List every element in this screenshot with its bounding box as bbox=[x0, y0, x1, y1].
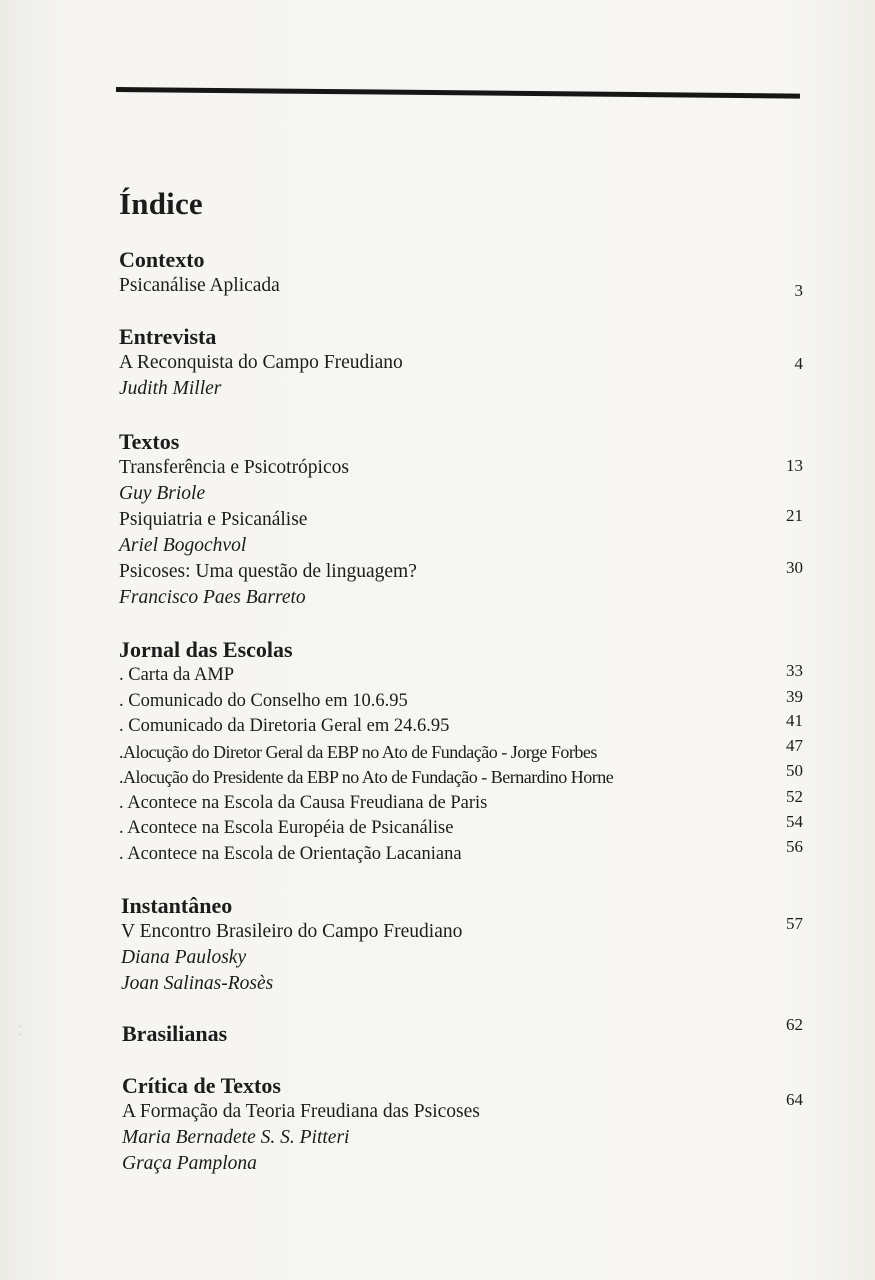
entry-title: . Acontece na Escola da Causa Freudiana de Paris 52 bbox=[119, 786, 803, 813]
page-number: 30 bbox=[786, 558, 803, 577]
entry-title: .Alocução do Diretor Geral da EBP no Ato de Fundação - Jorge Forbes 47 bbox=[119, 735, 803, 762]
entry-title: V Encontro Brasileiro do Campo Freudiano bbox=[121, 921, 463, 942]
page-number: 47 bbox=[786, 735, 803, 755]
entry-author: Ariel Bogochvol bbox=[119, 535, 247, 556]
page-number: 33 bbox=[786, 661, 803, 680]
section-contexto bbox=[119, 247, 819, 299]
section-entrevista bbox=[119, 324, 819, 402]
entry-author: Maria Bernadete S. S. Pitteri bbox=[122, 1127, 350, 1148]
page-number: 4 bbox=[794, 354, 803, 373]
section-instantaneo bbox=[121, 893, 821, 997]
entry-author: Joan Salinas-Rosès bbox=[121, 973, 274, 994]
page-number: 3 bbox=[794, 281, 803, 300]
entry-author: Diana Paulosky bbox=[121, 947, 247, 968]
page-number: 39 bbox=[786, 686, 803, 706]
section-heading: Entrevista bbox=[119, 324, 217, 349]
entry-title: A Formação da Teoria Freudiana das Psicoses bbox=[122, 1101, 480, 1122]
index-title: Índice bbox=[119, 186, 203, 221]
section-jornal-das-escolas bbox=[119, 637, 819, 867]
entry-author: Graça Pamplona bbox=[122, 1153, 257, 1174]
section-heading: Brasilianas bbox=[122, 1021, 228, 1046]
page-number: 52 bbox=[786, 786, 803, 806]
page-number: 41 bbox=[786, 711, 803, 730]
entry-title: . Acontece na Escola de Orientação Lacaniana 56 bbox=[119, 836, 803, 864]
page-number: 64 bbox=[786, 1090, 803, 1109]
entry-title: . Comunicado da Diretoria Geral em 24.6.95 41 bbox=[119, 711, 803, 736]
entry-author: Judith Miller bbox=[119, 378, 222, 399]
section-brasilianas bbox=[122, 1015, 822, 1047]
section-heading: Instantâneo bbox=[121, 893, 233, 918]
top-rule bbox=[116, 87, 800, 99]
page-number: 54 bbox=[786, 812, 803, 831]
entry-title: Psicanálise Aplicada 3 bbox=[119, 275, 803, 300]
entry-title: . Carta da AMP 33 bbox=[119, 661, 803, 685]
entry-title: Transferência e Psicotrópicos 13 bbox=[119, 456, 803, 478]
entry-title: A Reconquista do Campo Freudiano 4 bbox=[119, 352, 803, 373]
paper-speck: · · bbox=[18, 1022, 22, 1041]
section-heading: Crítica de Textos bbox=[122, 1073, 281, 1098]
entry-title: Psicoses: Uma questão de linguagem? 30 bbox=[119, 558, 803, 582]
page-number: 56 bbox=[786, 836, 803, 856]
entry-title: .Alocução do Presidente da EBP no Ato de Fundação - Bernardino Horne 50 bbox=[119, 761, 803, 787]
section-critica-de-textos bbox=[122, 1073, 822, 1177]
section-heading: Textos bbox=[119, 429, 180, 454]
entry-title: Psiquiatria e Psicanálise 21 bbox=[119, 506, 803, 530]
section-textos bbox=[119, 429, 819, 611]
section-heading: Contexto bbox=[119, 247, 205, 272]
entry-author: Guy Briole bbox=[119, 483, 206, 504]
page-number: 57 bbox=[786, 914, 803, 933]
entry-author: Francisco Paes Barreto bbox=[119, 587, 306, 608]
entry-title: . Acontece na Escola Européia de Psicanálise 54 bbox=[119, 812, 803, 838]
section-heading: Jornal das Escolas bbox=[119, 637, 293, 662]
page-number: 62 bbox=[786, 1015, 803, 1034]
page-number: 50 bbox=[786, 761, 803, 780]
entry-title: . Comunicado do Conselho em 10.6.95 39 bbox=[119, 686, 803, 711]
page-number: 13 bbox=[786, 456, 803, 475]
page-number: 21 bbox=[786, 506, 803, 525]
